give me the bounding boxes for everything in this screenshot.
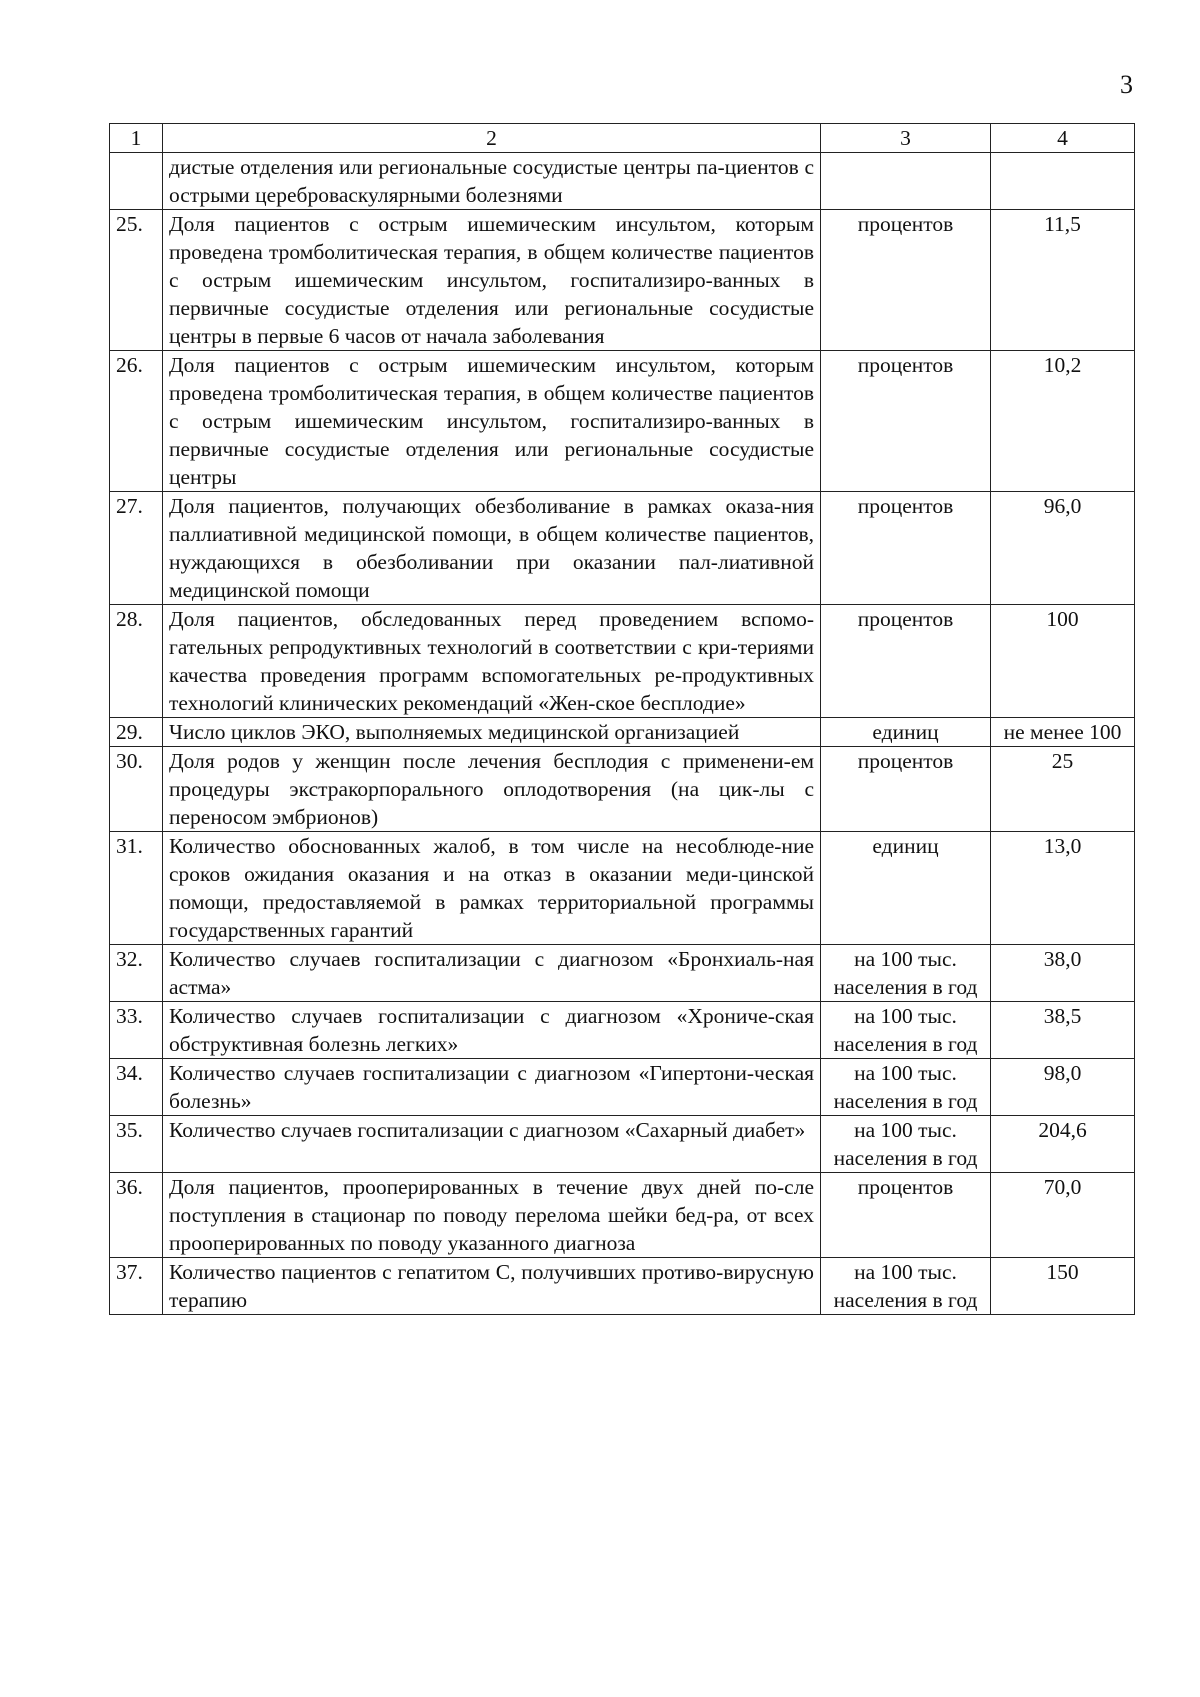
row-description: Количество случаев госпитализации с диагнозом «Хрониче-ская обструктивная болезнь легких» xyxy=(163,1002,821,1059)
row-value: 100 xyxy=(991,605,1135,718)
row-value: 38,0 xyxy=(991,945,1135,1002)
row-unit xyxy=(821,153,991,210)
table-row-continuation xyxy=(110,153,1135,210)
column-header-3: 3 xyxy=(821,124,991,153)
row-description: дистые отделения или региональные сосудистые центры па-циентов с острыми цереброваскулярными болезнями xyxy=(163,153,821,210)
row-description: Доля пациентов с острым ишемическим инсультом, которым проведена тромболитическая терапия, в общем количестве пациентов с острым ишемическим инсультом, госпитализиро-ванных в первичные сосудистые отделения или региональные сосудистые центры в первые 6 часов от начала заболевания xyxy=(163,210,821,351)
row-number: 35. xyxy=(110,1116,163,1173)
indicators-table xyxy=(109,123,1135,1315)
row-unit: на 100 тыс. населения в год xyxy=(821,945,991,1002)
row-description: Количество обоснованных жалоб, в том числе на несоблюде-ние сроков ожидания оказания и на отказ в оказании меди-цинской помощи, предоставляемой в рамках территориальной программы государственных гарантий xyxy=(163,832,821,945)
row-number: 37. xyxy=(110,1258,163,1315)
column-header-1: 1 xyxy=(110,124,163,153)
row-number: 25. xyxy=(110,210,163,351)
row-value: 13,0 xyxy=(991,832,1135,945)
row-description: Доля родов у женщин после лечения бесплодия с применени-ем процедуры экстракорпорального оплодотворения (на цик-лы с переносом эмбрионов) xyxy=(163,747,821,832)
header-row xyxy=(110,124,1135,153)
row-description: Количество пациентов с гепатитом С, получивших противо-вирусную терапию xyxy=(163,1258,821,1315)
row-description: Количество случаев госпитализации с диагнозом «Бронхиаль-ная астма» xyxy=(163,945,821,1002)
row-value: 150 xyxy=(991,1258,1135,1315)
row-unit: единиц xyxy=(821,718,991,747)
row-unit: на 100 тыс. населения в год xyxy=(821,1059,991,1116)
row-number xyxy=(110,153,163,210)
row-value: 38,5 xyxy=(991,1002,1135,1059)
row-unit: процентов xyxy=(821,492,991,605)
row-unit: процентов xyxy=(821,747,991,832)
row-unit: процентов xyxy=(821,605,991,718)
row-number: 29. xyxy=(110,718,163,747)
row-unit: на 100 тыс. населения в год xyxy=(821,1002,991,1059)
table-row xyxy=(110,1173,1135,1258)
table-row xyxy=(110,1116,1135,1173)
row-number: 30. xyxy=(110,747,163,832)
row-unit: на 100 тыс. населения в год xyxy=(821,1258,991,1315)
row-number: 33. xyxy=(110,1002,163,1059)
row-value: 70,0 xyxy=(991,1173,1135,1258)
row-description: Доля пациентов, обследованных перед проведением вспомо-гательных репродуктивных технологий в соответствии с кри-териями качества проведения программ вспомогательных ре-продуктивных технологий клинических рекомендаций «Жен-ское бесплодие» xyxy=(163,605,821,718)
row-value: 98,0 xyxy=(991,1059,1135,1116)
row-number: 32. xyxy=(110,945,163,1002)
row-value: 25 xyxy=(991,747,1135,832)
table-row xyxy=(110,945,1135,1002)
row-number: 28. xyxy=(110,605,163,718)
row-value: не менее 100 xyxy=(991,718,1135,747)
table-row xyxy=(110,210,1135,351)
table-row xyxy=(110,718,1135,747)
page-number: 3 xyxy=(1120,70,1133,99)
row-value: 11,5 xyxy=(991,210,1135,351)
column-header-4: 4 xyxy=(991,124,1135,153)
row-unit: процентов xyxy=(821,210,991,351)
row-value: 96,0 xyxy=(991,492,1135,605)
row-description: Доля пациентов с острым ишемическим инсультом, которым проведена тромболитическая терапия, в общем количестве пациентов с острым ишемическим инсультом, госпитализиро-ванных в первичные сосудистые отделения или региональные сосудистые центры xyxy=(163,351,821,492)
row-unit: процентов xyxy=(821,1173,991,1258)
row-description: Количество случаев госпитализации с диагнозом «Сахарный диабет» xyxy=(163,1116,821,1173)
table-row xyxy=(110,492,1135,605)
table-row xyxy=(110,605,1135,718)
row-description: Количество случаев госпитализации с диагнозом «Гипертони-ческая болезнь» xyxy=(163,1059,821,1116)
row-number: 31. xyxy=(110,832,163,945)
row-description: Доля пациентов, получающих обезболивание в рамках оказа-ния паллиативной медицинской помощи, в общем количестве пациентов, нуждающихся в обезболивании при оказании пал-лиативной медицинской помощи xyxy=(163,492,821,605)
row-unit: на 100 тыс. населения в год xyxy=(821,1116,991,1173)
table-row xyxy=(110,747,1135,832)
row-number: 34. xyxy=(110,1059,163,1116)
column-header-2: 2 xyxy=(163,124,821,153)
row-description: Число циклов ЭКО, выполняемых медицинской организацией xyxy=(163,718,821,747)
table-row xyxy=(110,1059,1135,1116)
row-value: 204,6 xyxy=(991,1116,1135,1173)
row-description: Доля пациентов, прооперированных в течение двух дней по-сле поступления в стационар по поводу перелома шейки бед-ра, от всех прооперированных по поводу указанного диагноза xyxy=(163,1173,821,1258)
table-row xyxy=(110,1258,1135,1315)
table-row xyxy=(110,832,1135,945)
row-unit: процентов xyxy=(821,351,991,492)
row-number: 27. xyxy=(110,492,163,605)
row-number: 36. xyxy=(110,1173,163,1258)
table-row xyxy=(110,1002,1135,1059)
table-row xyxy=(110,351,1135,492)
row-unit: единиц xyxy=(821,832,991,945)
row-value: 10,2 xyxy=(991,351,1135,492)
row-number: 26. xyxy=(110,351,163,492)
row-value xyxy=(991,153,1135,210)
